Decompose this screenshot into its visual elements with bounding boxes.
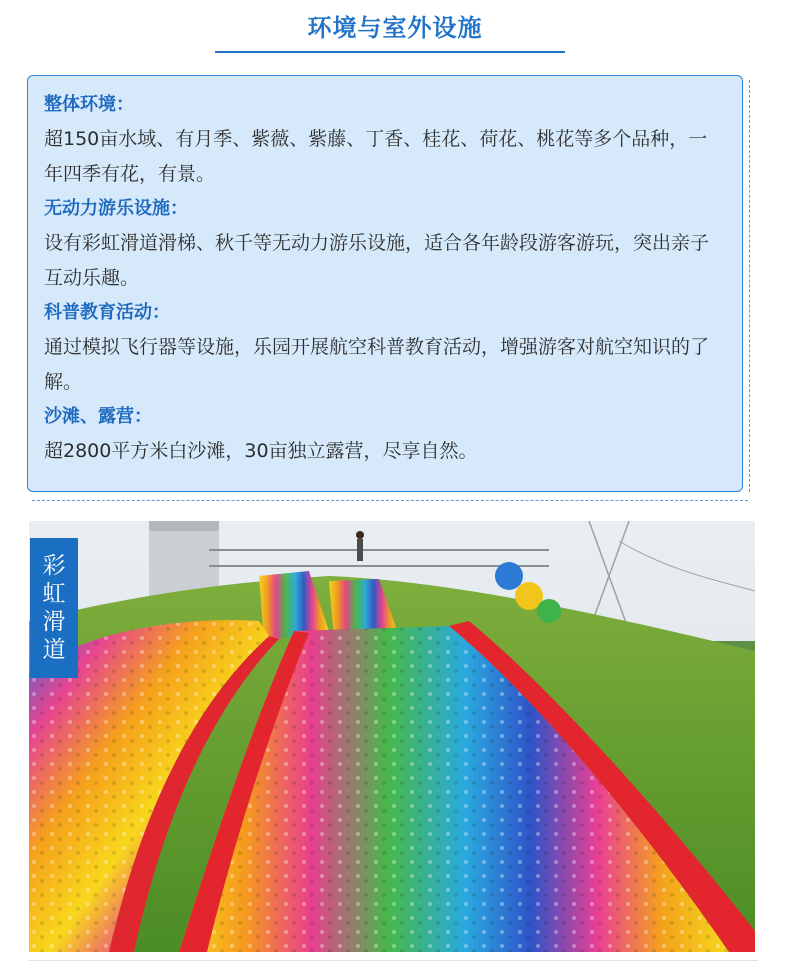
section-body-education: 通过模拟飞行器等设施，乐园开展航空科普教育活动，增强游客对航空知识的了解。 [44,336,710,393]
section-heading-environment: 整体环境： [44,94,134,115]
rainbow-slide-photo [29,521,755,952]
photo-caption-char-4: 道 [42,637,66,663]
photo-caption-char-3: 滑 [42,609,66,635]
bottom-divider [28,960,758,961]
section-body-rides: 设有彩虹滑道滑梯、秋千等无动力游乐设施，适合各年龄段游客游玩，突出亲子互动乐趣。 [44,232,710,289]
photo-caption-char-1: 彩 [42,553,66,579]
facilities-info-box [27,75,743,492]
photo-caption-char-2: 虹 [42,581,66,607]
title-underline [215,51,565,53]
decorative-dashed-border-bottom [32,500,748,501]
section-body-environment: 超150亩水域、有月季、紫薇、紫藤、丁香、桂花、荷花、桃花等多个品种，一年四季有花，有景。 [44,128,708,185]
section-body-beach-camping: 超2800平方米白沙滩，30亩独立露营，尽享自然。 [44,440,478,462]
section-heading-rides: 无动力游乐设施： [44,198,188,219]
decorative-dashed-border-right [749,80,750,492]
section-heading-beach-camping: 沙滩、露营： [44,406,152,427]
page-title: 环境与室外设施 [307,14,483,42]
section-heading-education: 科普教育活动： [44,302,170,323]
photo-caption-label [30,538,78,678]
